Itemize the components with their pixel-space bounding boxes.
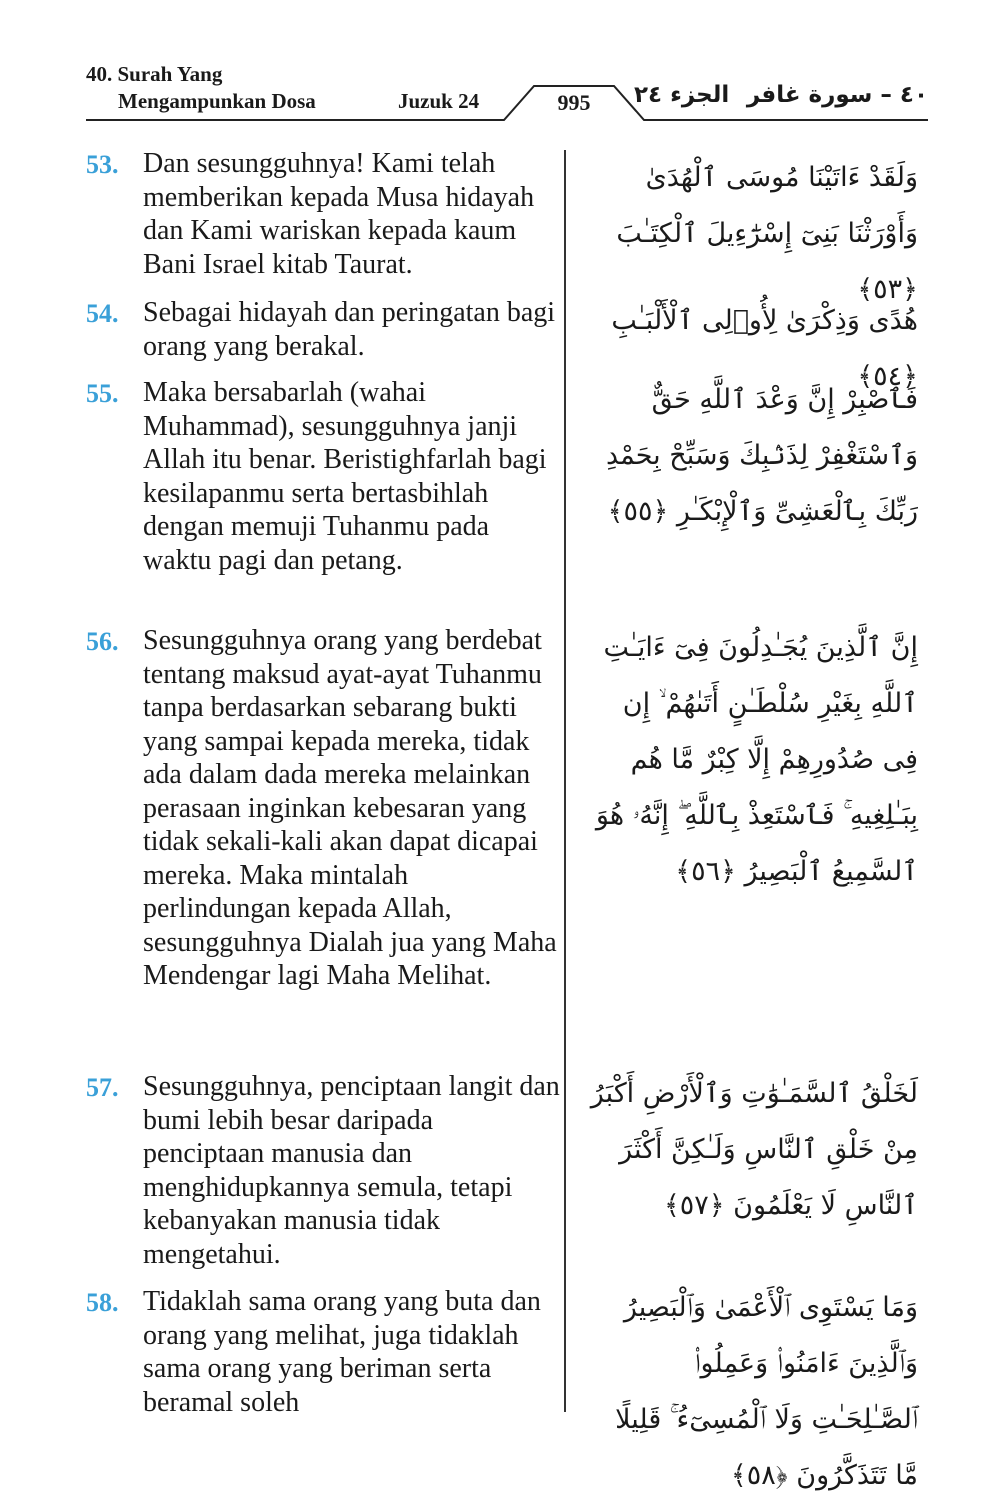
verse-55-arabic: فَٱصْبِرْ إِنَّ وَعْدَ ٱللَّهِ حَقٌّ وَٱسْتَغْفِرْ لِذَنۢبِكَ وَسَبِّحْ بِحَمْدِ رَبِّكَ بِٱلْعَشِىِّ وَٱلْإِبْكَـٰرِ ﴿٥٥﴾ (605, 384, 918, 527)
verse-53-translation: Dan sesungguhnya! Kami telah memberikan kepada Musa hidayah dan Kami wariskan kepada kaum Bani Israel kitab Taurat. (143, 148, 535, 280)
verse-56-arabic: إِنَّ ٱلَّذِينَ يُجَـٰدِلُونَ فِىٓ ءَايَـٰتِ ٱللَّهِ بِغَيْرِ سُلْطَـٰنٍ أَتَىٰهُمْ ۙ إِن فِى صُدُورِهِمْ إِلَّا كِبْرٌ مَّا هُم بِبَـٰلِغِيهِ ۚ فَٱسْتَعِذْ بِٱللَّهِ ۖ إِنَّهُۥ هُوَ ٱلسَّمِيعُ ٱلْبَصِيرُ ﴿٥٦﴾ (595, 632, 918, 887)
verse-58-translation: Tidaklah sama orang yang buta dan orang yang melihat, juga tidaklah sama orang yang beriman serta beramal soleh (143, 1286, 541, 1418)
verse-57-arabic: لَخَلْقُ ٱلسَّمَـٰوَٰتِ وَٱلْأَرْضِ أَكْبَرُ مِنْ خَلْقِ ٱلنَّاسِ وَلَـٰكِنَّ أَكْثَرَ ٱلنَّاسِ لَا يَعْلَمُونَ ﴿٥٧﴾ (590, 1078, 918, 1221)
verse-53-number: 53. (86, 150, 119, 179)
surah-title-line1: 40. Surah Yang (86, 62, 223, 86)
surah-title-line2: Mengampunkan Dosa (118, 89, 316, 113)
verse-56-number: 56. (86, 627, 119, 656)
arabic-surah-title: ٤٠ – سورة غافر (746, 82, 928, 108)
verse-54-translation: Sebagai hidayah dan peringatan bagi orang yang berakal. (143, 297, 556, 362)
verse-58-arabic: وَمَا يَسْتَوِى ٱلْأَعْمَىٰ وَٱلْبَصِيرُ وَٱلَّذِينَ ءَامَنُوا۟ وَعَمِلُوا۟ ٱلصَّـٰلِحَـٰتِ وَلَا ٱلْمُسِىٓءُ ۚ قَلِيلًا مَّا تَتَذَكَّرُونَ ﴿٥٨﴾ (615, 1292, 918, 1491)
verse-53-arabic: وَلَقَدْ ءَاتَيْنَا مُوسَى ٱلْهُدَىٰ وَأَوْرَثْنَا بَنِىٓ إِسْرَٰٓءِيلَ ٱلْكِتَـٰبَ ﴿٥٣﴾ (616, 162, 918, 305)
page-header (86, 62, 928, 122)
verse-58-number: 58. (86, 1288, 119, 1317)
verse-55-number: 55. (86, 379, 119, 408)
verse-54-number: 54. (86, 299, 119, 328)
arabic-juz-label: الجزء ٢٤ (634, 82, 730, 108)
column-divider (564, 150, 566, 1412)
verse-54-arabic: هُدًى وَذِكْرَىٰ لِأُو۟لِى ٱلْأَلْبَـٰبِ ﴿٥٤﴾ (611, 305, 918, 392)
verse-57-number: 57. (86, 1073, 119, 1102)
verse-56-translation: Sesungguhnya orang yang berdebat tentang maksud ayat-ayat Tuhanmu tanpa berdasarkan sebarang bukti yang sampai kepada mereka, tidak ada dalam dada mereka melainkan perasaan inginkan kebesaran yang tidak sekali-kali akan dapat dicapai mereka. Maka mintalah perlindungan kepada Allah, sesungguhnya Dialah jua yang Maha Mendengar lagi Maha Melihat. (143, 625, 557, 991)
verse-57-translation: Sesungguhnya, penciptaan langit dan bumi lebih besar daripada penciptaan manusia dan menghidupkannya semula, tetapi kebanyakan manusia tidak mengetahui. (143, 1071, 560, 1270)
verse-55-translation: Maka bersabarlah (wahai Muhammad), sesungguhnya janji Allah itu benar. Beristighfarlah bagi kesilapanmu serta bertasbihlah dengan memuji Tuhanmu pada waktu pagi dan petang. (143, 377, 547, 576)
page-number: 995 (557, 90, 591, 115)
juzuk-label: Juzuk 24 (398, 89, 480, 113)
